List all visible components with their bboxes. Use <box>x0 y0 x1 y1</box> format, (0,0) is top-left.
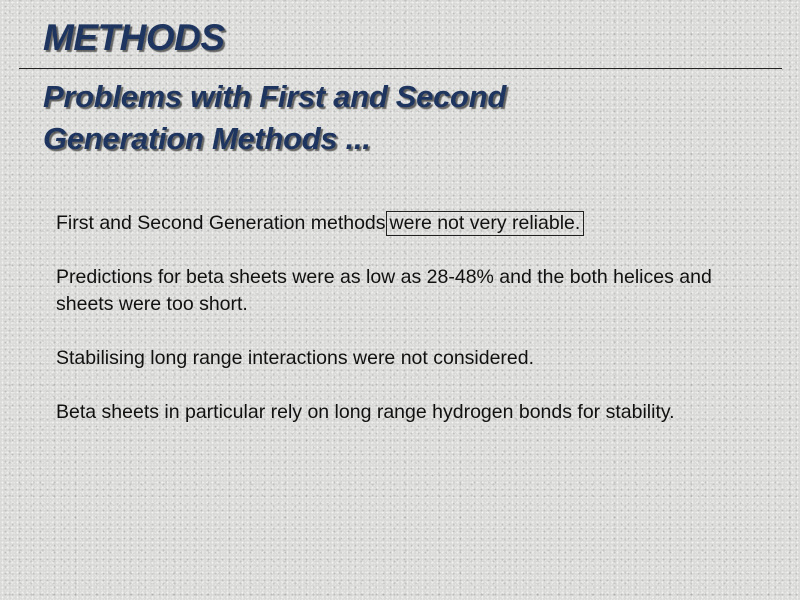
subtitle-line-1: Problems with First and Second <box>43 79 506 114</box>
paragraph-predictions: Predictions for beta sheets were as low as 28-48% and the both helices and sheets were too short. <box>56 266 712 315</box>
highlight-box: were not very reliable. <box>386 211 585 236</box>
title-divider <box>19 68 782 69</box>
paragraph-interactions: Stabilising long range interactions were not considered. <box>56 347 535 369</box>
paragraph-reliability-text: First and Second Generation methods <box>56 212 386 234</box>
section-title: METHODS <box>43 17 225 58</box>
paragraph-reliability <box>56 210 756 237</box>
slide-subtitle <box>43 76 743 160</box>
slide-body <box>56 210 756 453</box>
paragraph-beta-sheets: Beta sheets in particular rely on long range hydrogen bonds for stability. <box>56 401 675 423</box>
subtitle-line-2: Generation Methods ... <box>43 121 371 156</box>
